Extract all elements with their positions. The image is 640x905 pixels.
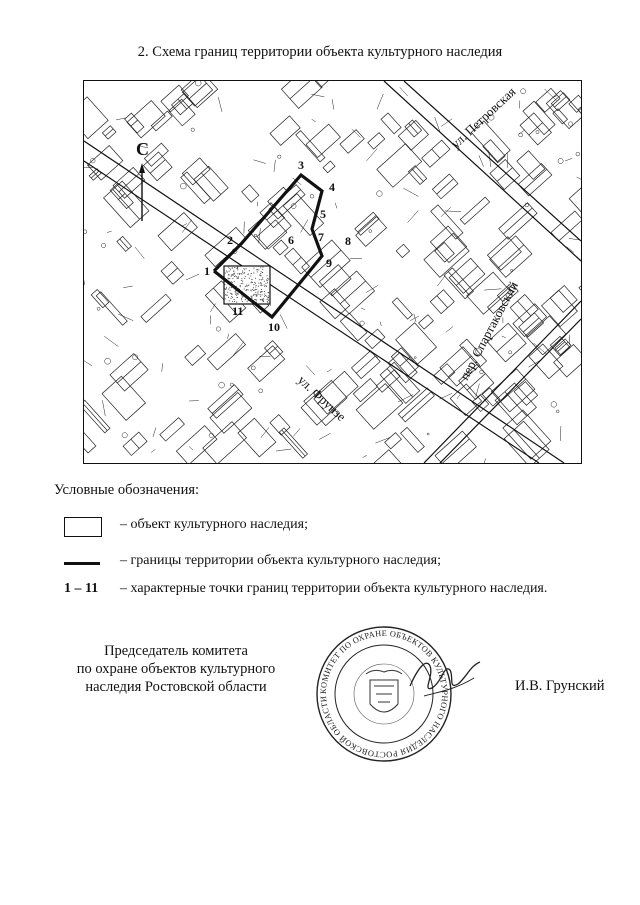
legend-heading: Условные обозначения: — [54, 482, 200, 498]
legend-item-points — [54, 581, 614, 603]
legend-item-text: – границы территории объекта культурного наследия; — [120, 553, 441, 568]
point-label-8: 8 — [345, 234, 351, 248]
position-line: по охране объектов культурного — [76, 661, 276, 677]
legend-item-object — [54, 517, 614, 539]
page-title: 2. Схема границ территории объекта культурного наследия — [137, 44, 503, 60]
legend-item-boundary — [54, 553, 614, 575]
point-label-4: 4 — [329, 180, 335, 194]
legend-item-text: – характерные точки границ территории объекта культурного наследия. — [120, 581, 548, 596]
legend-range-label: 1 – 11 — [64, 581, 99, 596]
street-label-petrovskaya: ул. Петровская — [447, 83, 519, 152]
legend-line-symbol — [64, 562, 100, 565]
point-label-1: 1 — [204, 264, 210, 278]
point-label-5: 5 — [320, 207, 326, 221]
point-label-11: 11 — [232, 304, 244, 318]
point-label-7: 7 — [318, 230, 324, 244]
point-label-6: 6 — [288, 233, 294, 247]
street-label-spartakovsky: пер. Спартаковский — [456, 278, 521, 383]
legend-box-symbol — [64, 517, 102, 537]
point-label-10: 10 — [268, 320, 280, 334]
map-canvas — [84, 81, 581, 463]
legend-item-text: – объект культурного наследия; — [120, 517, 308, 532]
point-label-2: 2 — [227, 233, 233, 247]
cadastral-map — [83, 80, 582, 464]
position-line: наследия Ростовской области — [85, 679, 267, 695]
signatory-position — [56, 642, 296, 696]
point-label-9: 9 — [326, 256, 332, 270]
seal-text: КОМИТЕТ ПО ОХРАНЕ ОБЪЕКТОВ КУЛЬТУРНОГО НАСЛЕДИЯ РОСТОВСКОЙ ОБЛАСТИ — [318, 628, 450, 760]
position-line: Председатель комитета — [104, 643, 248, 659]
signatory-name: И.В. Грунский — [515, 678, 605, 694]
point-label-3: 3 — [298, 158, 304, 172]
handwritten-signature — [404, 648, 484, 708]
street-label-frunze: ул. Фрунзе — [294, 372, 349, 425]
north-label: С — [136, 139, 149, 159]
north-arrow-icon — [139, 163, 145, 221]
